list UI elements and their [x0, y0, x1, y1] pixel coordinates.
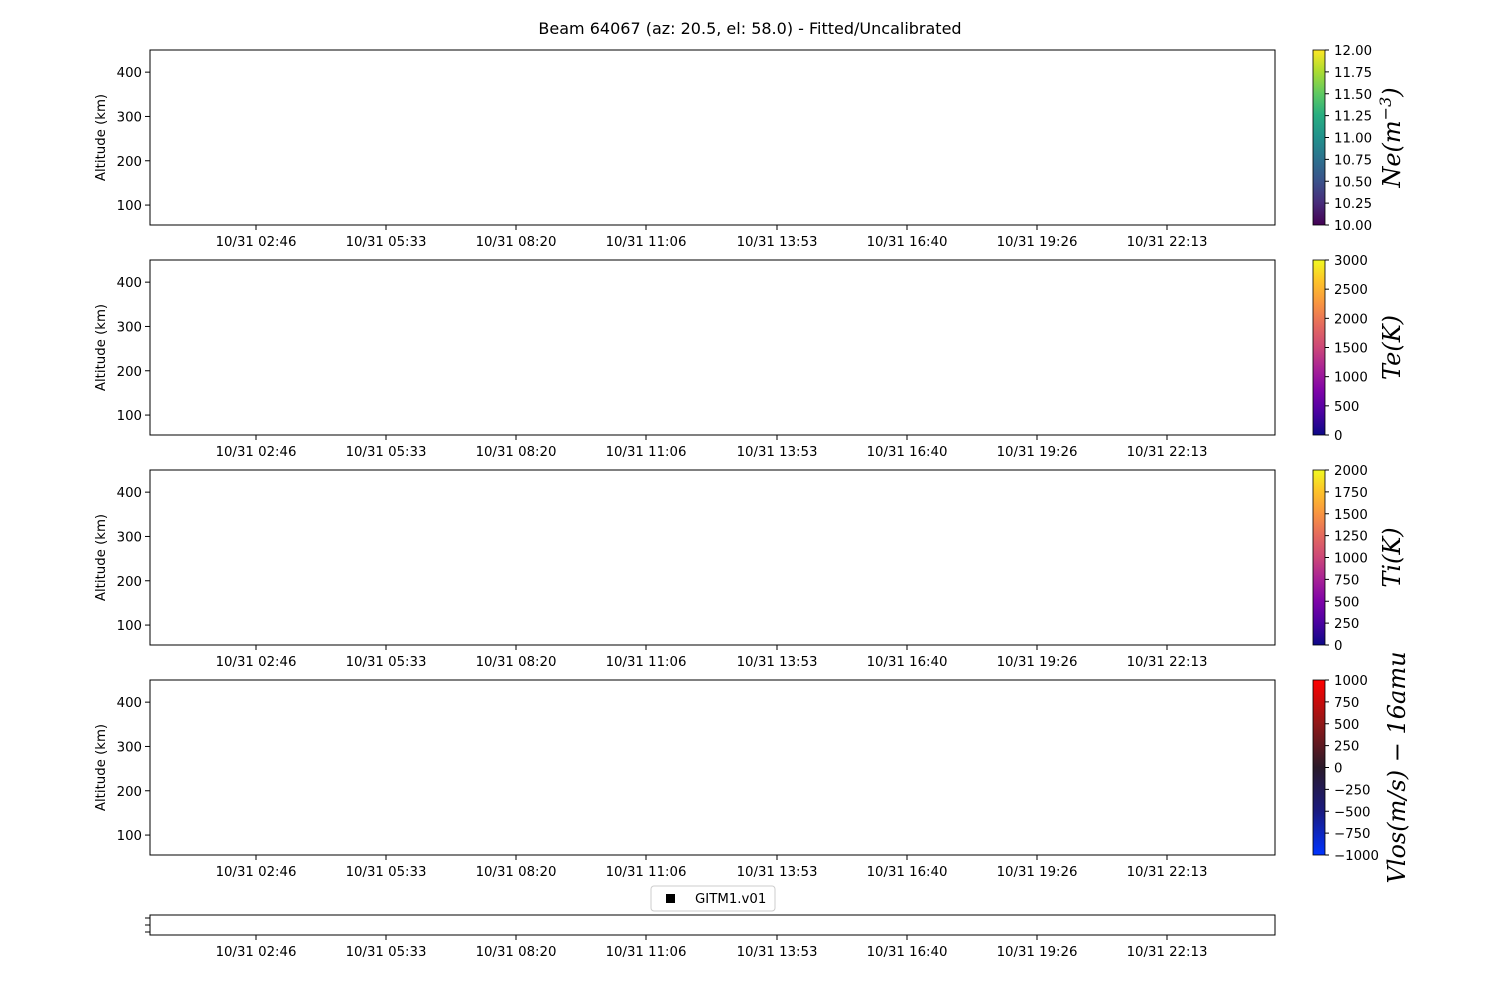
panel-1-x-tick-label: 10/31 02:46	[215, 235, 297, 250]
panel-3-x-tick-label: 10/31 13:53	[736, 655, 818, 670]
strip-x-tick-label: 10/31 16:40	[866, 945, 948, 960]
colorbar-tick-label: 0	[1334, 429, 1343, 444]
colorbar-tick-label: 2500	[1334, 283, 1368, 299]
panel-3-y-tick-label: 300	[116, 530, 142, 546]
colorbar-label	[1383, 651, 1411, 883]
colorbar-label	[1378, 315, 1406, 380]
colorbar-tick-label: 10.25	[1334, 197, 1373, 213]
panel-4-y-axis-label: Altitude (km)	[94, 723, 109, 812]
colorbar-tick-label: 11.50	[1334, 87, 1373, 103]
colorbar-tick-label: 0	[1334, 639, 1343, 654]
panel-1	[94, 44, 1406, 250]
colorbar-gradient	[1313, 680, 1325, 855]
colorbar-tick-label: 10.50	[1334, 175, 1373, 191]
legend	[651, 886, 775, 911]
colorbar-tick-label: −500	[1334, 805, 1371, 821]
strip-axes	[150, 915, 1275, 935]
panel-4-y-tick-label: 400	[116, 696, 142, 712]
panel-4-x-tick-label: 10/31 16:40	[866, 865, 948, 880]
panel-4	[94, 651, 1411, 883]
colorbar-tick-label: 750	[1334, 695, 1360, 711]
strip-x-tick-label: 10/31 05:33	[345, 945, 427, 960]
panel-2-x-tick-label: 10/31 05:33	[345, 445, 427, 460]
legend-strip	[145, 886, 1275, 960]
panel-2-y-tick-label: 200	[116, 364, 142, 380]
colorbar-gradient	[1313, 260, 1325, 435]
panel-2-x-tick-label: 10/31 22:13	[1126, 445, 1208, 460]
panel-2-x-tick-label: 10/31 11:06	[605, 445, 687, 460]
panel-3-y-axis-label: Altitude (km)	[94, 513, 109, 602]
panel-1-x-tick-label: 10/31 19:26	[996, 235, 1078, 250]
colorbar-tick-label: 11.25	[1334, 109, 1373, 125]
panel-4-x-tick-label: 10/31 11:06	[605, 865, 687, 880]
strip-x-tick-label: 10/31 02:46	[215, 945, 297, 960]
panel-4-x-tick-label: 10/31 05:33	[345, 865, 427, 880]
panel-2-x-tick-label: 10/31 19:26	[996, 445, 1078, 460]
panel-1-y-tick-label: 400	[116, 66, 142, 82]
panel-4-x-tick-label: 10/31 19:26	[996, 865, 1078, 880]
panel-3-x-tick-label: 10/31 05:33	[345, 655, 427, 670]
strip-x-tick-label: 10/31 19:26	[996, 945, 1078, 960]
panel-3-colorbar	[1313, 464, 1406, 654]
colorbar-tick-label: 2000	[1334, 312, 1368, 328]
colorbar-tick-label: 11.00	[1334, 131, 1373, 147]
colorbar-tick-label: 500	[1334, 717, 1360, 733]
panel-2-x-tick-label: 10/31 02:46	[215, 445, 297, 460]
strip-x-tick-label: 10/31 22:13	[1126, 945, 1208, 960]
colorbar-tick-label: 750	[1334, 573, 1360, 589]
panel-1-y-axis-label: Altitude (km)	[94, 93, 109, 182]
colorbar-tick-label: 1500	[1334, 507, 1368, 523]
colorbar-gradient	[1313, 470, 1325, 645]
panel-1-x-tick-label: 10/31 13:53	[736, 235, 818, 250]
panel-2-x-tick-label: 10/31 08:20	[475, 445, 557, 460]
colorbar-label-text: Ne(m	[1378, 120, 1406, 188]
colorbar-tick-label: 3000	[1334, 254, 1368, 269]
panel-3	[94, 464, 1406, 670]
panel-2-x-tick-label: 10/31 16:40	[866, 445, 948, 460]
panel-2-x-tick-label: 10/31 13:53	[736, 445, 818, 460]
colorbar-gradient	[1313, 50, 1325, 225]
panel-2-axes	[150, 260, 1275, 435]
colorbar-tick-label: 1000	[1334, 370, 1368, 386]
colorbar-tick-label: 0	[1334, 761, 1343, 777]
panel-3-x-tick-label: 10/31 11:06	[605, 655, 687, 670]
panel-1-colorbar	[1313, 44, 1406, 234]
panel-1-y-tick-label: 100	[116, 199, 142, 215]
colorbar-label	[1376, 87, 1406, 188]
colorbar-tick-label: 250	[1334, 739, 1360, 755]
panel-3-x-tick-label: 10/31 22:13	[1126, 655, 1208, 670]
colorbar-tick-label: 12.00	[1334, 44, 1373, 59]
panel-4-axes	[150, 680, 1275, 855]
colorbar-tick-label: 2000	[1334, 464, 1368, 479]
panel-3-x-tick-label: 10/31 19:26	[996, 655, 1078, 670]
panel-3-x-tick-label: 10/31 16:40	[866, 655, 948, 670]
colorbar-tick-label: 1500	[1334, 341, 1368, 357]
colorbar-tick-label: −1000	[1334, 849, 1379, 864]
colorbar-tick-label: −250	[1334, 783, 1371, 799]
panel-1-axes	[150, 50, 1275, 225]
colorbar-tick-label: −750	[1334, 827, 1371, 843]
panel-1-x-tick-label: 10/31 08:20	[475, 235, 557, 250]
panel-1-y-tick-label: 200	[116, 154, 142, 170]
panel-3-axes	[150, 470, 1275, 645]
panel-2-y-tick-label: 100	[116, 409, 142, 425]
colorbar-label-end: )	[1378, 87, 1406, 97]
panels	[94, 44, 1411, 884]
colorbar-tick-label: 1000	[1334, 674, 1368, 689]
colorbar-tick-label: 250	[1334, 617, 1360, 633]
colorbar-label-text: Ti(K)	[1378, 527, 1406, 588]
colorbar-tick-label: 1000	[1334, 551, 1368, 567]
colorbar-tick-label: 10.75	[1334, 153, 1373, 169]
panel-3-y-tick-label: 400	[116, 486, 142, 502]
colorbar-tick-label: 500	[1334, 595, 1360, 611]
panel-4-y-tick-label: 200	[116, 784, 142, 800]
panel-4-y-tick-label: 100	[116, 829, 142, 845]
colorbar-tick-label: 10.00	[1334, 219, 1373, 234]
panel-4-y-tick-label: 300	[116, 740, 142, 756]
panel-4-x-tick-label: 10/31 13:53	[736, 865, 818, 880]
colorbar-tick-label: 1250	[1334, 529, 1368, 545]
strip-x-tick-label: 10/31 08:20	[475, 945, 557, 960]
colorbar-tick-label: 11.75	[1334, 65, 1373, 81]
panel-1-x-tick-label: 10/31 22:13	[1126, 235, 1208, 250]
panel-2-y-tick-label: 400	[116, 276, 142, 292]
colorbar-label-text: Te(K)	[1378, 314, 1406, 381]
panel-1-x-tick-label: 10/31 11:06	[605, 235, 687, 250]
panel-2-colorbar	[1313, 254, 1406, 444]
legend-marker	[666, 894, 675, 903]
colorbar-label	[1378, 527, 1406, 587]
legend-entry-label: GITM1.v01	[695, 892, 767, 907]
figure-title: Beam 64067 (az: 20.5, el: 58.0) - Fitted/Uncalibrated	[538, 19, 962, 38]
panel-4-colorbar	[1313, 651, 1411, 883]
colorbar-tick-label: 1750	[1334, 485, 1368, 501]
strip-x-tick-label: 10/31 11:06	[605, 945, 687, 960]
panel-2	[94, 254, 1406, 460]
panel-1-x-tick-label: 10/31 16:40	[866, 235, 948, 250]
panel-4-x-tick-label: 10/31 02:46	[215, 865, 297, 880]
panel-4-x-tick-label: 10/31 22:13	[1126, 865, 1208, 880]
panel-4-x-tick-label: 10/31 08:20	[475, 865, 557, 880]
panel-1-x-tick-label: 10/31 05:33	[345, 235, 427, 250]
colorbar-label-text: Vlos(m/s) − 16amu	[1383, 651, 1411, 884]
panel-3-y-tick-label: 200	[116, 574, 142, 590]
colorbar-tick-label: 500	[1334, 399, 1360, 415]
panel-2-y-axis-label: Altitude (km)	[94, 303, 109, 392]
panel-3-y-tick-label: 100	[116, 619, 142, 635]
strip-x-tick-label: 10/31 13:53	[736, 945, 818, 960]
panel-3-x-tick-label: 10/31 02:46	[215, 655, 297, 670]
panel-3-x-tick-label: 10/31 08:20	[475, 655, 557, 670]
panel-1-y-tick-label: 300	[116, 110, 142, 126]
colorbar-label-superscript: −3	[1376, 96, 1395, 121]
panel-2-y-tick-label: 300	[116, 320, 142, 336]
